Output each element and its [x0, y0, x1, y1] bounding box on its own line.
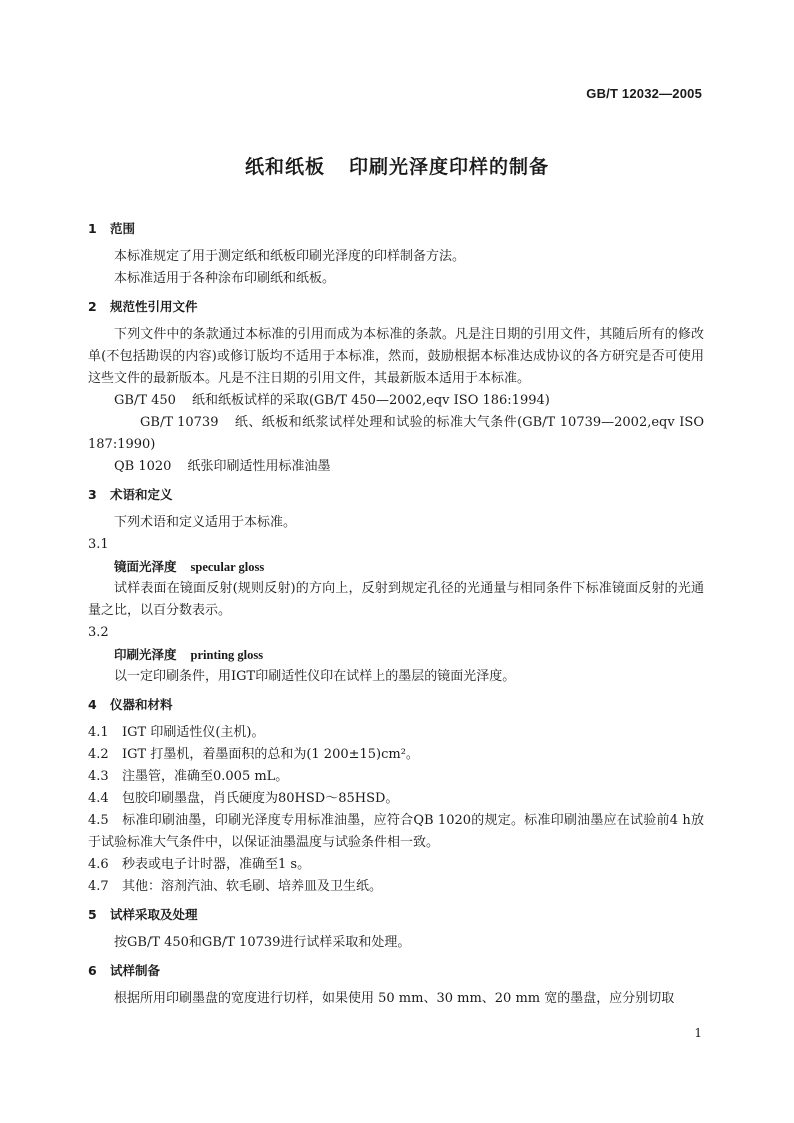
section-1-heading: 1 范围	[88, 221, 136, 236]
page-title	[0, 152, 794, 179]
list-item: 4.2 IGT 打墨机，着墨面积的总和为(1 200±15)cm²。	[88, 747, 419, 762]
s1-paragraph-1: 本标准规定了用于测定纸和纸板印刷光泽度的印样制备方法。	[114, 249, 466, 264]
term-specular-gloss: 镜面光泽度 specular gloss	[114, 559, 265, 574]
section-3-heading: 3 术语和定义	[88, 487, 173, 502]
term-3-1-definition: 试样表面在镜面反射(规则反射)的方向上，反射到规定孔径的光通量与相同条件下标准镜面反射的光通量之比，以百分数表示。	[88, 581, 704, 618]
list-item: 4.7 其他：溶剂汽油、软毛刷、培养皿及卫生纸。	[88, 879, 383, 894]
s3-paragraph-1: 下列术语和定义适用于本标准。	[114, 515, 297, 530]
s6-paragraph-1: 根据所用印刷墨盘的宽度进行切样，如果使用 50 mm、30 mm、20 mm 宽的墨盘，应分别切取	[114, 991, 675, 1006]
term-3-1-number: 3.1	[88, 537, 109, 552]
reference-gb-t-450: GB/T 450 纸和纸板试样的采取(GB/T 450—2002,eqv ISO 186:1994)	[114, 393, 550, 408]
document-body	[88, 216, 704, 1010]
s1-paragraph-2: 本标准适用于各种涂布印刷纸和纸板。	[114, 271, 336, 286]
title-part2: 印刷光泽度印样的制备	[349, 156, 550, 178]
section-5-heading: 5 试样采取及处理	[88, 907, 198, 922]
term-3-2-definition: 以一定印刷条件，用IGT印刷适性仪印在试样上的墨层的镜面光泽度。	[114, 669, 516, 684]
section-2-heading: 2 规范性引用文件	[88, 299, 198, 314]
section-6-heading: 6 试样制备	[88, 963, 161, 978]
list-item: 4.4 包胶印刷墨盘，肖氏硬度为80HSD～85HSD。	[88, 791, 399, 806]
title-part1: 纸和纸板	[244, 156, 325, 178]
s2-paragraph-1: 下列文件中的条款通过本标准的引用而成为本标准的条款。凡是注日期的引用文件，其随后所有的修改单(不包括勘误的内容)或修订版均不适用于本标准，然而，鼓励根据本标准达成协议的各方研究是否可使用这些文件的最新版本。凡是不注日期的引用文件，其最新版本适用于本标准。	[88, 327, 704, 386]
reference-gb-t-10739: GB/T 10739 纸、纸板和纸浆试样处理和试验的标准大气条件(GB/T 10739—2002,eqv ISO 187:1990)	[88, 415, 704, 452]
standard-number: GB/T 12032—2005	[586, 86, 702, 101]
page-number: 1	[694, 1026, 702, 1040]
term-3-2-number: 3.2	[88, 625, 109, 640]
list-item: 4.5 标准印刷油墨，印刷光泽度专用标准油墨，应符合QB 1020的规定。标准印刷油墨应在试验前4 h放于试验标准大气条件中，以保证油墨温度与试验条件相一致。	[88, 813, 704, 850]
reference-qb-1020: QB 1020 纸张印刷适性用标准油墨	[114, 459, 331, 474]
list-item: 4.1 IGT 印刷适性仪(主机)。	[88, 725, 265, 740]
list-item: 4.3 注墨管，准确至0.005 mL。	[88, 769, 289, 784]
term-printing-gloss: 印刷光泽度 printing gloss	[114, 647, 264, 662]
list-item: 4.6 秒表或电子计时器，准确至1 s。	[88, 857, 311, 872]
s5-paragraph-1: 按GB/T 450和GB/T 10739进行试样采取和处理。	[114, 935, 411, 950]
section-4-heading: 4 仪器和材料	[88, 697, 173, 712]
